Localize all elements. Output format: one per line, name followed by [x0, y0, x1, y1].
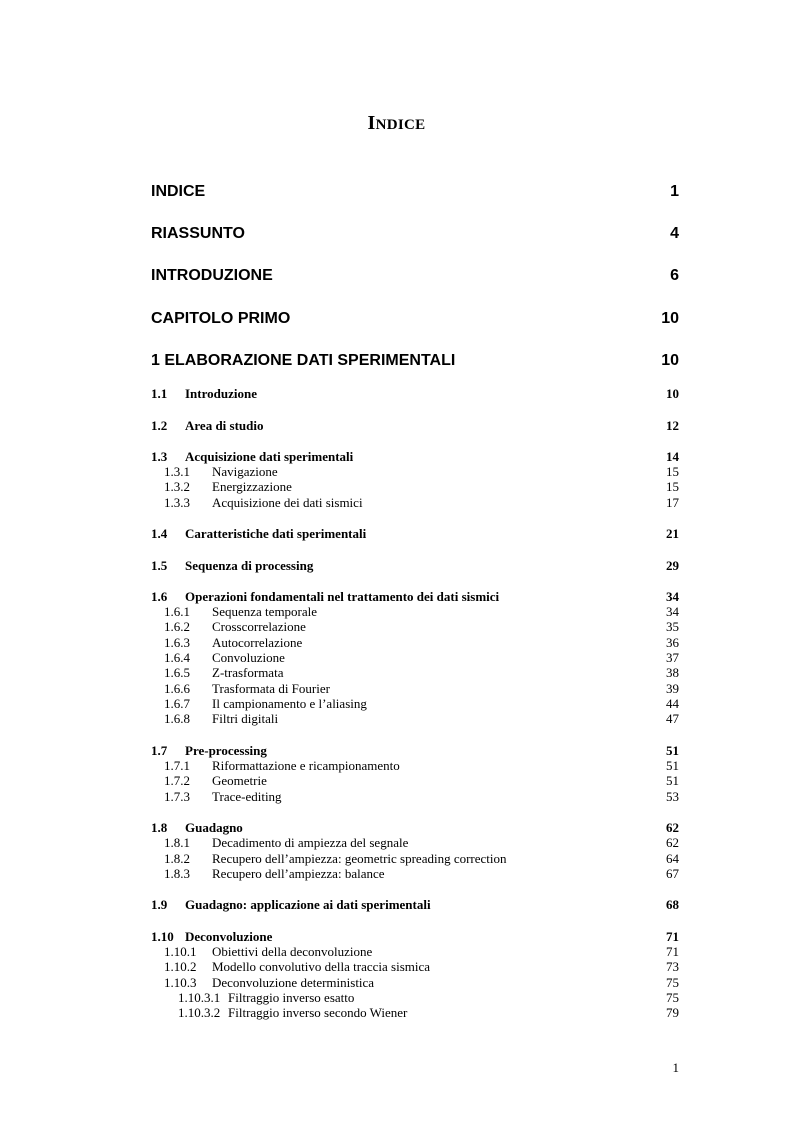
toc-entry-number: 1.1: [151, 386, 168, 401]
toc-entry-page: 1: [670, 183, 679, 200]
toc-entry-number: 1.10.3: [164, 975, 197, 990]
toc-entry-title: Navigazione: [212, 464, 278, 479]
toc-entry-title: Autocorrelazione: [212, 635, 303, 650]
toc-entry-title: Recupero dell’ampiezza: geometric spreading correction: [212, 851, 507, 866]
toc-entry-number: 1.9: [151, 897, 168, 912]
toc-entry-page: 4: [670, 225, 679, 242]
toc-entry-number: 1.8.3: [164, 866, 190, 881]
toc-entry-title: Trace-editing: [212, 789, 282, 804]
toc-entry-number: 1.7.1: [164, 758, 190, 773]
toc-entry-title: Geometrie: [212, 773, 267, 788]
toc-entry[interactable]: [151, 183, 679, 203]
toc-entry-page: 73: [666, 959, 679, 974]
toc-entry-title: Trasformata di Fourier: [212, 681, 330, 696]
toc-entry-number: 1.6.3: [164, 635, 190, 650]
toc-entry[interactable]: [151, 418, 679, 436]
toc-entry-page: 21: [666, 526, 679, 541]
toc-entry-number: 1.6.7: [164, 696, 190, 711]
toc-entry[interactable]: [151, 1005, 679, 1023]
toc-entry-page: 34: [666, 589, 679, 604]
toc-entry-number: 1.5: [151, 558, 168, 573]
toc-entry-number: 1.3.2: [164, 479, 190, 494]
toc-entry-number: 1.8.1: [164, 835, 190, 850]
toc-entry-number: 1.7.3: [164, 789, 190, 804]
toc-entry-title: Modello convolutivo della traccia sismica: [212, 959, 431, 974]
toc-entry-title: INDICE: [151, 183, 206, 200]
toc-entry-page: 44: [666, 696, 679, 711]
toc-entry-page: 12: [666, 418, 679, 433]
toc-entry-number: 1.10.3.1: [178, 990, 221, 1005]
toc-entry-title: 1 ELABORAZIONE DATI SPERIMENTALI: [151, 352, 456, 369]
toc-entry-page: 71: [666, 944, 679, 959]
toc-entry-title: Energizzazione: [212, 479, 292, 494]
toc-entry-number: 1.7: [151, 743, 168, 758]
toc-entry-title: Recupero dell’ampiezza: balance: [212, 866, 385, 881]
toc-entry-page: 34: [666, 604, 679, 619]
toc-entry-number: 1.6.1: [164, 604, 190, 619]
toc-entry-number: 1.6.5: [164, 665, 190, 680]
toc-entry[interactable]: [151, 352, 679, 372]
toc-entry-title: Introduzione: [185, 386, 257, 401]
toc-entry-title: Filtri digitali: [212, 711, 279, 726]
toc-entry[interactable]: [151, 866, 679, 884]
toc-entry[interactable]: [151, 310, 679, 330]
toc-entry-number: 1.3.3: [164, 495, 190, 510]
toc-entry-title: Deconvoluzione deterministica: [212, 975, 375, 990]
toc-entry-page: 75: [666, 990, 679, 1005]
toc-entry-page: 51: [666, 758, 679, 773]
toc-entry[interactable]: [151, 558, 679, 576]
toc-entry-page: 39: [666, 681, 679, 696]
toc-entry-title: Crosscorrelazione: [212, 619, 306, 634]
toc-entry-title: Pre-processing: [185, 743, 267, 758]
toc-entry-number: 1.6.2: [164, 619, 190, 634]
toc-entry-number: 1.6: [151, 589, 168, 604]
toc-entry-page: 79: [666, 1005, 679, 1020]
toc-entry[interactable]: [151, 386, 679, 404]
toc-entry-title: Il campionamento e l’aliasing: [212, 696, 367, 711]
title-rest: NDICE: [375, 117, 426, 133]
toc-entry-page: 68: [666, 897, 679, 912]
toc-entry-title: Z-trasformata: [212, 665, 284, 680]
toc-entry-title: Area di studio: [185, 418, 264, 433]
page-title: [0, 112, 793, 135]
title-initial: I: [367, 112, 376, 134]
toc-entry-title: Guadagno: [185, 820, 243, 835]
toc-entry-title: Acquisizione dei dati sismici: [212, 495, 363, 510]
toc-entry-page: 47: [666, 711, 679, 726]
toc-entry-number: 1.6.6: [164, 681, 190, 696]
toc-entry-title: Operazioni fondamentali nel trattamento dei dati sismici: [185, 589, 500, 604]
toc-entry-number: 1.6.8: [164, 711, 190, 726]
toc-entry-page: 6: [670, 267, 679, 284]
toc-entry-number: 1.4: [151, 526, 168, 541]
toc-entry-number: 1.8: [151, 820, 168, 835]
toc-entry-title: CAPITOLO PRIMO: [151, 310, 291, 327]
toc-entry-title: Acquisizione dati sperimentali: [185, 449, 354, 464]
toc-entry-number: 1.10.2: [164, 959, 197, 974]
toc-entry-page: 29: [666, 558, 679, 573]
toc-entry-page: 10: [661, 310, 679, 327]
toc-entry-number: 1.10.3.2: [178, 1005, 221, 1020]
toc-entry-page: 36: [666, 635, 679, 650]
toc-entry-title: Sequenza temporale: [212, 604, 318, 619]
toc-entry-page: 17: [666, 495, 679, 510]
toc-entry-number: 1.6.4: [164, 650, 190, 665]
toc-entry[interactable]: [151, 526, 679, 544]
toc-entry-page: 10: [666, 386, 679, 401]
toc-entry-title: Caratteristiche dati sperimentali: [185, 526, 367, 541]
toc-entry-page: 35: [666, 619, 679, 634]
toc-entry-title: Obiettivi della deconvoluzione: [212, 944, 373, 959]
toc-entry-title: RIASSUNTO: [151, 225, 245, 242]
toc-entry-title: Sequenza di processing: [185, 558, 314, 573]
toc-entry[interactable]: [151, 789, 679, 807]
toc-entry-number: 1.2: [151, 418, 168, 433]
toc-entry-page: 71: [666, 929, 679, 944]
toc-entry-title: Deconvoluzione: [185, 929, 273, 944]
toc-entry-page: 53: [666, 789, 679, 804]
toc-entry-number: 1.8.2: [164, 851, 190, 866]
toc-entry-page: 15: [666, 479, 679, 494]
toc-entry[interactable]: [151, 711, 679, 729]
toc-entry-number: 1.3.1: [164, 464, 190, 479]
toc-entry-page: 14: [666, 449, 679, 464]
toc-entry[interactable]: [151, 495, 679, 513]
toc-entry-number: 1.10: [151, 929, 174, 944]
toc-entry-title: Decadimento di ampiezza del segnale: [212, 835, 409, 850]
toc-entry-page: 38: [666, 665, 679, 680]
toc-entry-title: Guadagno: applicazione ai dati sperimentali: [185, 897, 431, 912]
toc-entry[interactable]: [151, 897, 679, 915]
toc-entry[interactable]: [151, 267, 679, 287]
toc-entry-page: 51: [666, 773, 679, 788]
toc-entry-page: 10: [661, 352, 679, 369]
toc-entry-number: 1.7.2: [164, 773, 190, 788]
toc-entry-title: Convoluzione: [212, 650, 285, 665]
toc-entry-page: 62: [666, 820, 679, 835]
toc-entry-title: Filtraggio inverso secondo Wiener: [228, 1005, 408, 1020]
toc-entry-page: 62: [666, 835, 679, 850]
toc-entry-page: 51: [666, 743, 679, 758]
page-number: 1: [672, 1060, 679, 1075]
toc-entry-title: Filtraggio inverso esatto: [228, 990, 355, 1005]
toc-entry-page: 15: [666, 464, 679, 479]
toc-entry-number: 1.10.1: [164, 944, 197, 959]
toc-entry-page: 64: [666, 851, 679, 866]
toc-entry-page: 37: [666, 650, 679, 665]
toc-entry-title: INTRODUZIONE: [151, 267, 273, 284]
toc-entry-number: 1.3: [151, 449, 168, 464]
toc-entry-page: 75: [666, 975, 679, 990]
toc-entry-title: Riformattazione e ricampionamento: [212, 758, 400, 773]
toc-entry[interactable]: [151, 225, 679, 245]
toc-entry-page: 67: [666, 866, 679, 881]
